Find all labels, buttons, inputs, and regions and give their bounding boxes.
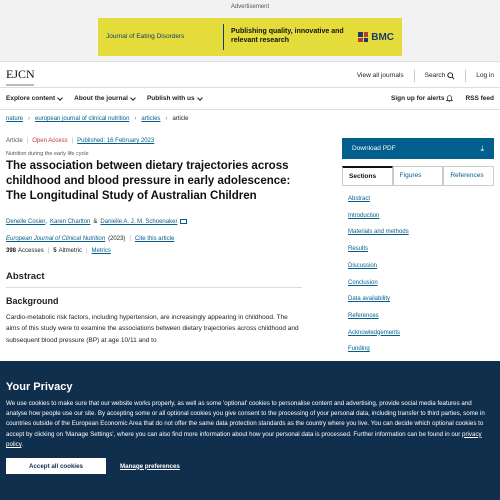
nav-alerts-label: Sign up for alerts — [391, 95, 445, 102]
search-icon — [447, 72, 455, 80]
breadcrumb — [6, 116, 188, 122]
nav-publish-label: Publish with us — [146, 95, 195, 102]
background-heading: Background — [6, 295, 59, 306]
download-icon: ⤓ — [480, 143, 484, 153]
article-meta — [6, 138, 302, 144]
abstract-paragraph: Cardio-metabolic risk factors, including hypertension, are increasingly appearing in childhood. The aims of this study were to examine the associations between dietary trajectories across childhood and subsequent blood pressure (BP) at age 10/11 and to — [6, 313, 299, 344]
article-metrics — [6, 248, 302, 254]
breadcrumb-item-journal[interactable]: european journal of clinical nutrition — [35, 116, 130, 122]
download-pdf-button[interactable] — [342, 138, 494, 159]
cite-article-link[interactable]: Cite this article — [134, 235, 175, 242]
section-link-results[interactable]: Results — [348, 246, 369, 253]
chevron-down-icon — [57, 95, 63, 101]
header-divider — [465, 70, 466, 82]
section-link-conclusion[interactable]: Conclusion — [348, 279, 378, 286]
journal-logo[interactable] — [6, 65, 35, 86]
article-subject: Nutrition during the early life cycle — [6, 151, 89, 157]
publication-year: (2023) — [108, 235, 126, 242]
journal-name-link[interactable]: European Journal of Clinical Nutrition — [6, 235, 106, 242]
cookie-actions — [6, 458, 494, 474]
article-type: Article — [6, 138, 23, 144]
citation-line — [6, 236, 302, 242]
nav-about-journal[interactable] — [74, 95, 135, 102]
metrics-link[interactable]: Metrics — [91, 247, 111, 254]
section-links — [342, 191, 494, 375]
tab-sections[interactable]: Sections — [342, 166, 393, 185]
accesses-label: Accesses — [18, 247, 44, 254]
altmetric-label: Altmetric — [58, 247, 82, 254]
bmc-logo-text: BMC — [371, 31, 394, 43]
abstract-heading: Abstract — [6, 271, 302, 288]
view-all-journals-link[interactable]: View all journals — [356, 72, 404, 79]
chevron-down-icon — [130, 95, 136, 101]
bell-icon — [446, 95, 453, 102]
altmetric-count: 5 — [53, 247, 57, 254]
section-link-methods[interactable]: Materials and methods — [348, 229, 409, 236]
published-date-link[interactable]: Published: 16 February 2023 — [77, 138, 155, 144]
cookie-text: We use cookies to make sure that our website works properly, as well as some 'optional' cookies to personalise content and advertising, provide social media features and analyse how people use our site. By accepting some or all optional cookies you give consent to the processing of your personal data, including transfer to third parties, some in countries outside of the European Economic Area that do not offer the same data protection standards as the country where you live. You can decide which optional cookies to accept by clicking on 'Manage Settings', where you can also find more information about how your personal data is processed. Further information can be found in our privacy policy. — [6, 400, 485, 448]
author-list — [6, 219, 302, 225]
section-link-discussion[interactable]: Discussion — [348, 262, 378, 269]
section-link-introduction[interactable]: Introduction — [348, 212, 380, 219]
logo-underline — [6, 84, 34, 86]
email-icon[interactable] — [180, 219, 187, 224]
download-pdf-label: Download PDF — [352, 145, 396, 152]
header-divider — [414, 70, 415, 82]
accesses-count: 398 — [6, 247, 17, 254]
article-sidebar — [342, 138, 494, 375]
main-nav — [0, 88, 500, 110]
section-link-acknowledgements[interactable]: Acknowledgements — [348, 329, 401, 336]
privacy-policy-link[interactable]: privacy policy — [6, 430, 482, 448]
login-link[interactable]: Log in — [476, 72, 494, 79]
nav-alerts[interactable] — [391, 95, 453, 102]
breadcrumb-separator-icon: › — [134, 116, 137, 122]
bmc-logo — [358, 32, 402, 43]
breadcrumb-item-articles[interactable]: articles — [141, 116, 161, 122]
section-link-funding[interactable]: Funding — [348, 346, 370, 353]
nav-explore-label: Explore content — [6, 95, 56, 102]
advertisement-bar — [0, 0, 500, 62]
breadcrumb-separator-icon: › — [28, 116, 31, 122]
section-link-abstract[interactable]: Abstract — [348, 196, 371, 202]
author-separator: & — [93, 218, 98, 225]
cookie-text-body: We use cookies to make sure that our website works properly, as well as some 'optional' cookies to personalise content and advertising, provide social media features and analyse how people use our site. By accepting some or all optional cookies you give consent to the processing of your personal data, including transfer to third parties, some in countries outside of the European Economic Area that do not offer the same data protection standards as the country where you live. You can decide which optional cookies to accept by clicking on 'Manage Settings', where you can also find more information about how your personal data is processed. Further information can be found in our — [6, 400, 485, 438]
accept-all-cookies-button[interactable]: Accept all cookies — [6, 458, 106, 474]
open-access-badge: Open Access — [32, 138, 68, 144]
sidebar-tabs — [342, 166, 494, 186]
bmc-logo-icon — [358, 32, 368, 42]
article-main — [6, 138, 302, 346]
cookie-title: Your Privacy — [6, 381, 73, 393]
nav-publish[interactable] — [147, 95, 202, 102]
cookie-banner — [0, 361, 500, 500]
ad-journal-name: Journal of Eating Disorders — [106, 32, 185, 40]
meta-divider: | — [129, 235, 131, 242]
breadcrumb-item-current: article — [172, 116, 189, 122]
search-label: Search — [424, 72, 446, 79]
author-separator: , — [45, 218, 48, 225]
section-link-data-availability[interactable]: Data availability — [348, 296, 391, 303]
advertisement-label: Advertisement — [230, 4, 270, 10]
site-header — [0, 64, 500, 88]
nav-about-label: About the journal — [74, 95, 128, 102]
advertisement-banner[interactable] — [98, 18, 402, 56]
article-title: The association between dietary trajectories across childhood and blood pressure in early adolescence: The Longitudinal Study of Australian Children — [6, 160, 291, 202]
nav-explore-content[interactable] — [6, 95, 62, 102]
journal-logo-text: EJCN — [6, 67, 35, 81]
meta-divider: | — [85, 247, 88, 254]
tab-figures[interactable]: Figures — [393, 166, 444, 185]
nav-rss[interactable] — [465, 95, 494, 102]
tab-references[interactable]: References — [443, 166, 494, 185]
ad-tagline: Publishing quality, innovative and relevant research — [231, 28, 344, 44]
meta-divider: | — [26, 138, 29, 144]
nav-rss-label: RSS feed — [465, 95, 494, 102]
author-link[interactable]: Karen Charlton — [50, 218, 91, 225]
search-button[interactable] — [425, 72, 456, 80]
manage-preferences-link[interactable]: Manage preferences — [120, 462, 180, 470]
ad-divider — [223, 24, 224, 50]
breadcrumb-item-nature[interactable]: nature — [6, 116, 24, 122]
meta-divider: | — [71, 138, 74, 144]
author-link[interactable]: Denelle Cosier — [6, 218, 46, 225]
section-link-references[interactable]: References — [348, 312, 379, 319]
chevron-down-icon — [197, 95, 203, 101]
meta-divider: | — [47, 247, 50, 254]
author-link[interactable]: Danielle A. J. M. Schoenaker — [100, 218, 178, 225]
breadcrumb-separator-icon: › — [165, 116, 168, 122]
